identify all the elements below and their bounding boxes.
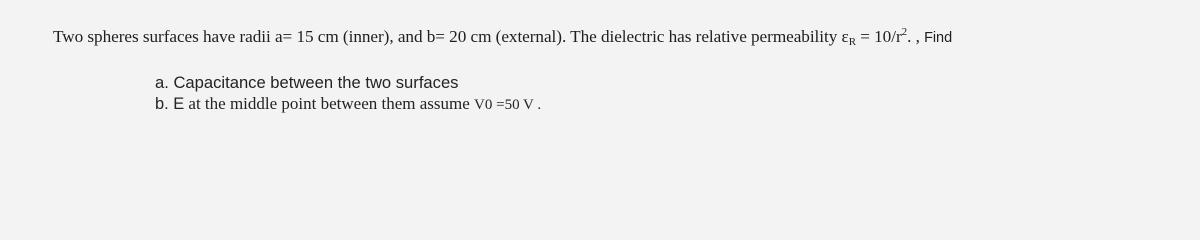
permeability-expression: = 10/r [856, 27, 902, 46]
statement-tail: . , [907, 27, 925, 46]
question-b-label: b. E [155, 95, 185, 113]
question-a [155, 73, 1055, 94]
find-label: Find [924, 30, 953, 46]
epsilon-subscript: R [848, 36, 856, 48]
problem-intro: Two spheres surfaces have radii a= 15 cm (inner), and b= 20 cm (external). The dielectric has relative permeability ε [53, 27, 849, 46]
question-b [155, 94, 1055, 115]
question-list [155, 73, 1055, 115]
question-b-text: at the middle point between them assume [184, 94, 475, 113]
problem-statement [53, 27, 1193, 48]
exponent: 2 [901, 26, 908, 38]
question-b-assumption: V0 =50 V . [474, 97, 542, 113]
question-a-text: a. Capacitance between the two surfaces [155, 73, 459, 92]
